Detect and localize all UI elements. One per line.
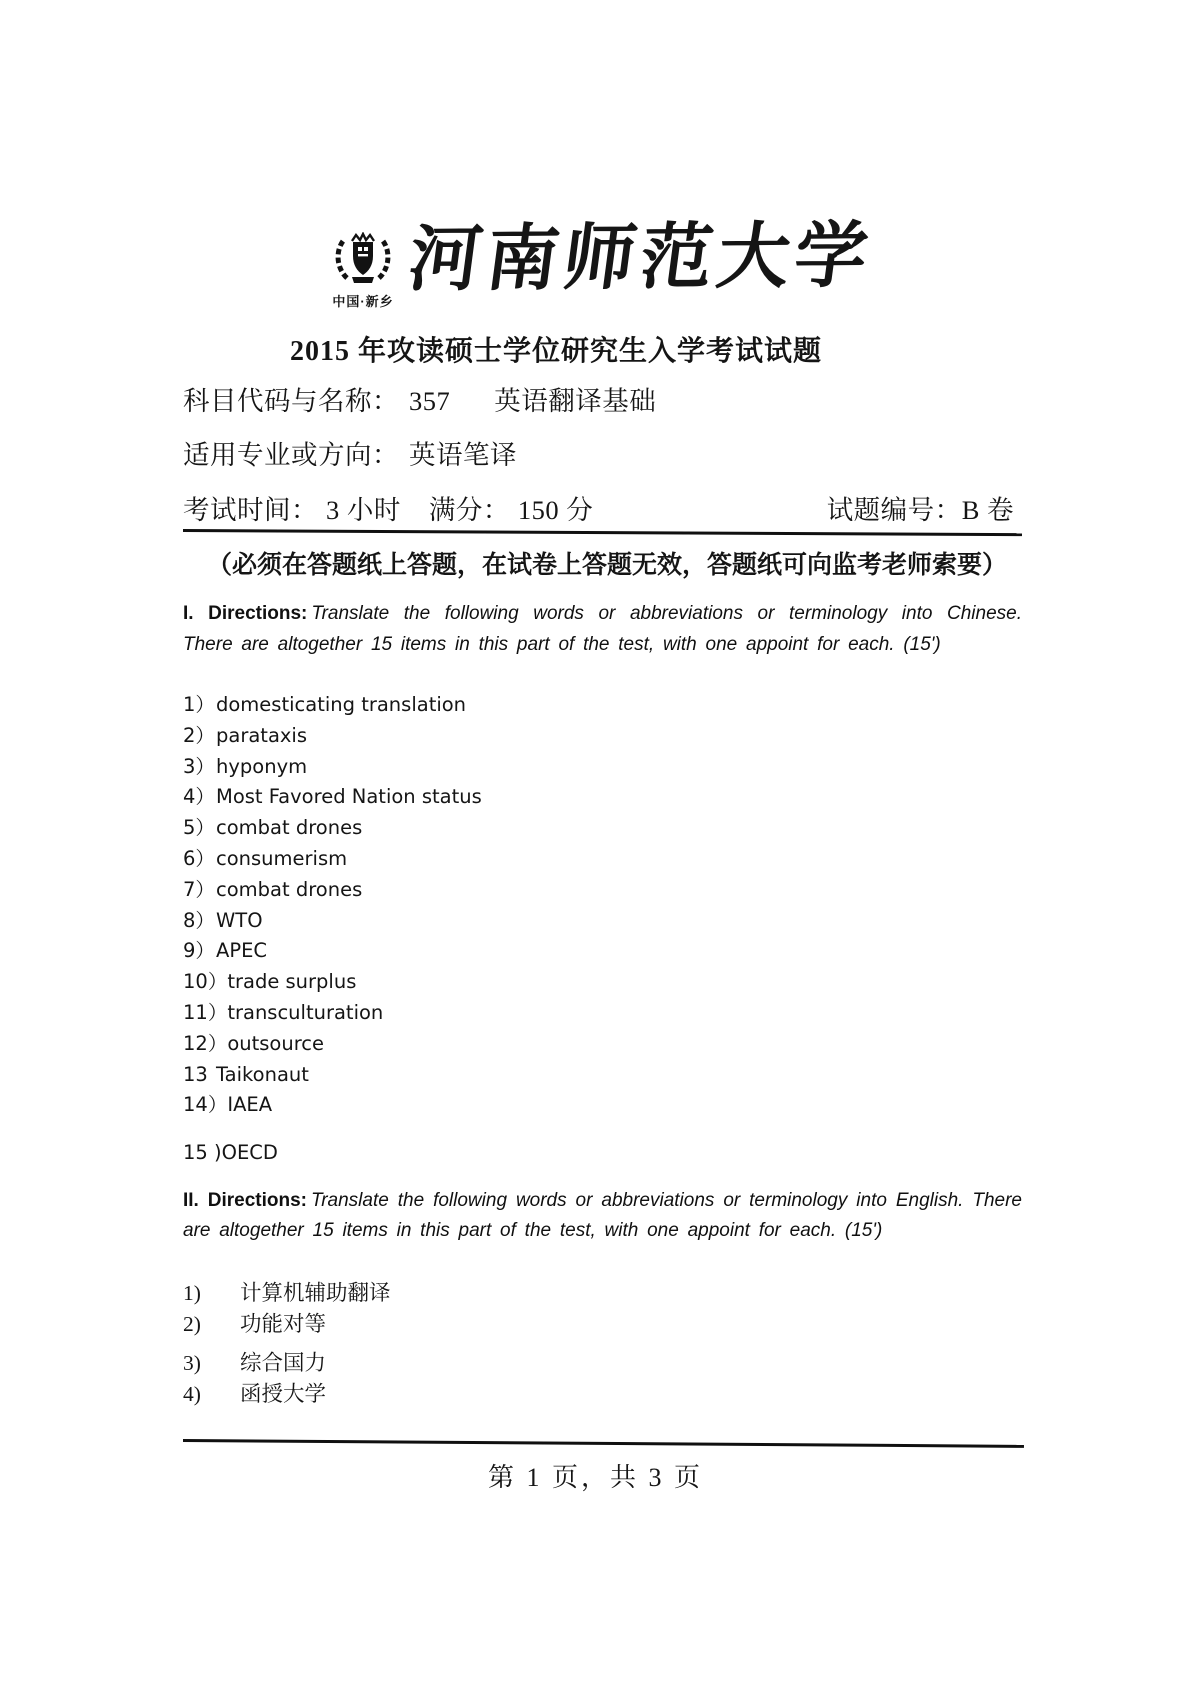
term-item (183, 936, 1022, 967)
footer-divider-rule (183, 1439, 1024, 1448)
item-text: 综合国力 (240, 1350, 327, 1375)
item-text: 函授大学 (240, 1381, 327, 1406)
item-number: 12） (183, 1031, 228, 1055)
item-number: 1) (183, 1280, 201, 1305)
term-item (183, 1379, 1022, 1410)
item-text: hyponym (216, 754, 308, 778)
item-number: 2) (183, 1311, 201, 1336)
item-number: 6） (183, 846, 215, 870)
section2-instructions: Translate the following words or abbreviations or terminology into English. There are altogether 15 items in this part of the test, with one appoint for each. (15') (183, 1189, 1023, 1242)
item-number: 10） (183, 970, 228, 994)
subject-name: 英语翻译基础 (494, 386, 657, 416)
exam-meta-row (183, 495, 1022, 525)
item-number: 4） (183, 785, 215, 809)
term-item (183, 967, 1022, 998)
item-number: 15 ) (183, 1141, 222, 1165)
time-label: 考试时间： (183, 495, 318, 525)
subject-code: 357 (409, 386, 451, 416)
subject-label: 科目代码与名称： (183, 386, 399, 416)
paper-number (827, 495, 1014, 525)
item-number: 2） (183, 723, 215, 747)
item-text: domesticating translation (216, 693, 467, 716)
item-text: 计算机辅助翻译 (240, 1280, 391, 1305)
item-text: consumerism (216, 846, 348, 870)
item-text: combat drones (216, 877, 363, 901)
university-name: 河南师范大学 (404, 215, 878, 301)
item-text: Most Favored Nation status (216, 785, 482, 809)
term-item (183, 721, 1022, 752)
item-text: IAEA (227, 1093, 273, 1117)
paper-label: 试题编号： (826, 495, 962, 525)
item-text: parataxis (216, 723, 308, 747)
item-number: 1） (183, 693, 215, 716)
term-item (183, 875, 1022, 906)
item-number: 9） (183, 939, 215, 963)
major-line (183, 440, 1022, 470)
term-item (183, 1060, 1022, 1091)
term-item (183, 690, 1022, 721)
section2-term-list (183, 1278, 1022, 1410)
item-number: 8） (183, 908, 215, 932)
term-item (183, 782, 1022, 813)
item-number: 14） (183, 1093, 228, 1117)
item-number: 3） (183, 754, 215, 778)
item-number: 13 (183, 1062, 208, 1086)
item-text: combat drones (216, 816, 363, 840)
exam-title: 2015 年攻读硕士学位研究生入学考试试题 (290, 336, 823, 367)
item-number: 5） (183, 816, 215, 840)
header-divider-rule (183, 529, 1022, 536)
paper-value: B 卷 (961, 495, 1014, 525)
university-seal-icon (323, 232, 403, 288)
major-value: 英语笔译 (409, 440, 517, 470)
university-brand (183, 212, 1022, 310)
term-item (183, 1138, 1022, 1169)
item-text: OECD (221, 1141, 278, 1165)
page-content (183, 0, 1022, 1410)
item-number: 4) (183, 1381, 201, 1406)
score-value: 150 分 (517, 495, 594, 525)
term-item (183, 813, 1022, 844)
answer-sheet-notice: （必须在答题纸上答题，在试卷上答题无效，答题纸可向监考老师索要） (207, 552, 1008, 579)
major-label: 适用专业或方向： (183, 440, 399, 470)
section1-heading: I. Directions: (183, 603, 308, 624)
item-text: outsource (227, 1031, 325, 1055)
section1-term-list (183, 690, 1022, 1169)
section1-directions (183, 599, 1022, 660)
item-number: 11） (183, 1000, 228, 1024)
item-text: Taikonaut (216, 1062, 309, 1086)
item-text: WTO (216, 908, 263, 932)
section1-instructions: Translate the following words or abbreviations or terminology into Chinese. There are altogether 15 items in this part of the test, with one appoint for each. (15') (183, 603, 1022, 655)
term-item (183, 844, 1022, 875)
score-label: 满分： (428, 495, 510, 525)
term-item (183, 1278, 1022, 1309)
time-score (183, 495, 593, 525)
item-text: transculturation (227, 1000, 384, 1024)
term-item (183, 1348, 1022, 1379)
university-seal (323, 212, 403, 310)
term-item (183, 1090, 1022, 1121)
section2-heading: II. Directions: (183, 1189, 308, 1211)
item-number: 3) (183, 1350, 201, 1375)
time-value: 3 小时 (326, 495, 401, 525)
term-item (183, 1029, 1022, 1060)
term-item (183, 998, 1022, 1029)
item-text: trade surplus (227, 970, 357, 994)
term-item (183, 1309, 1022, 1340)
subject-line (183, 386, 1022, 416)
item-text: APEC (216, 939, 268, 963)
term-item (183, 906, 1022, 937)
item-number: 7） (183, 877, 215, 901)
page-number: 第 1 页，共 3 页 (487, 1463, 703, 1492)
term-item (183, 752, 1022, 783)
item-text: 功能对等 (240, 1311, 327, 1336)
section2-directions (183, 1186, 1022, 1247)
seal-caption: 中国·新乡 (332, 294, 394, 309)
